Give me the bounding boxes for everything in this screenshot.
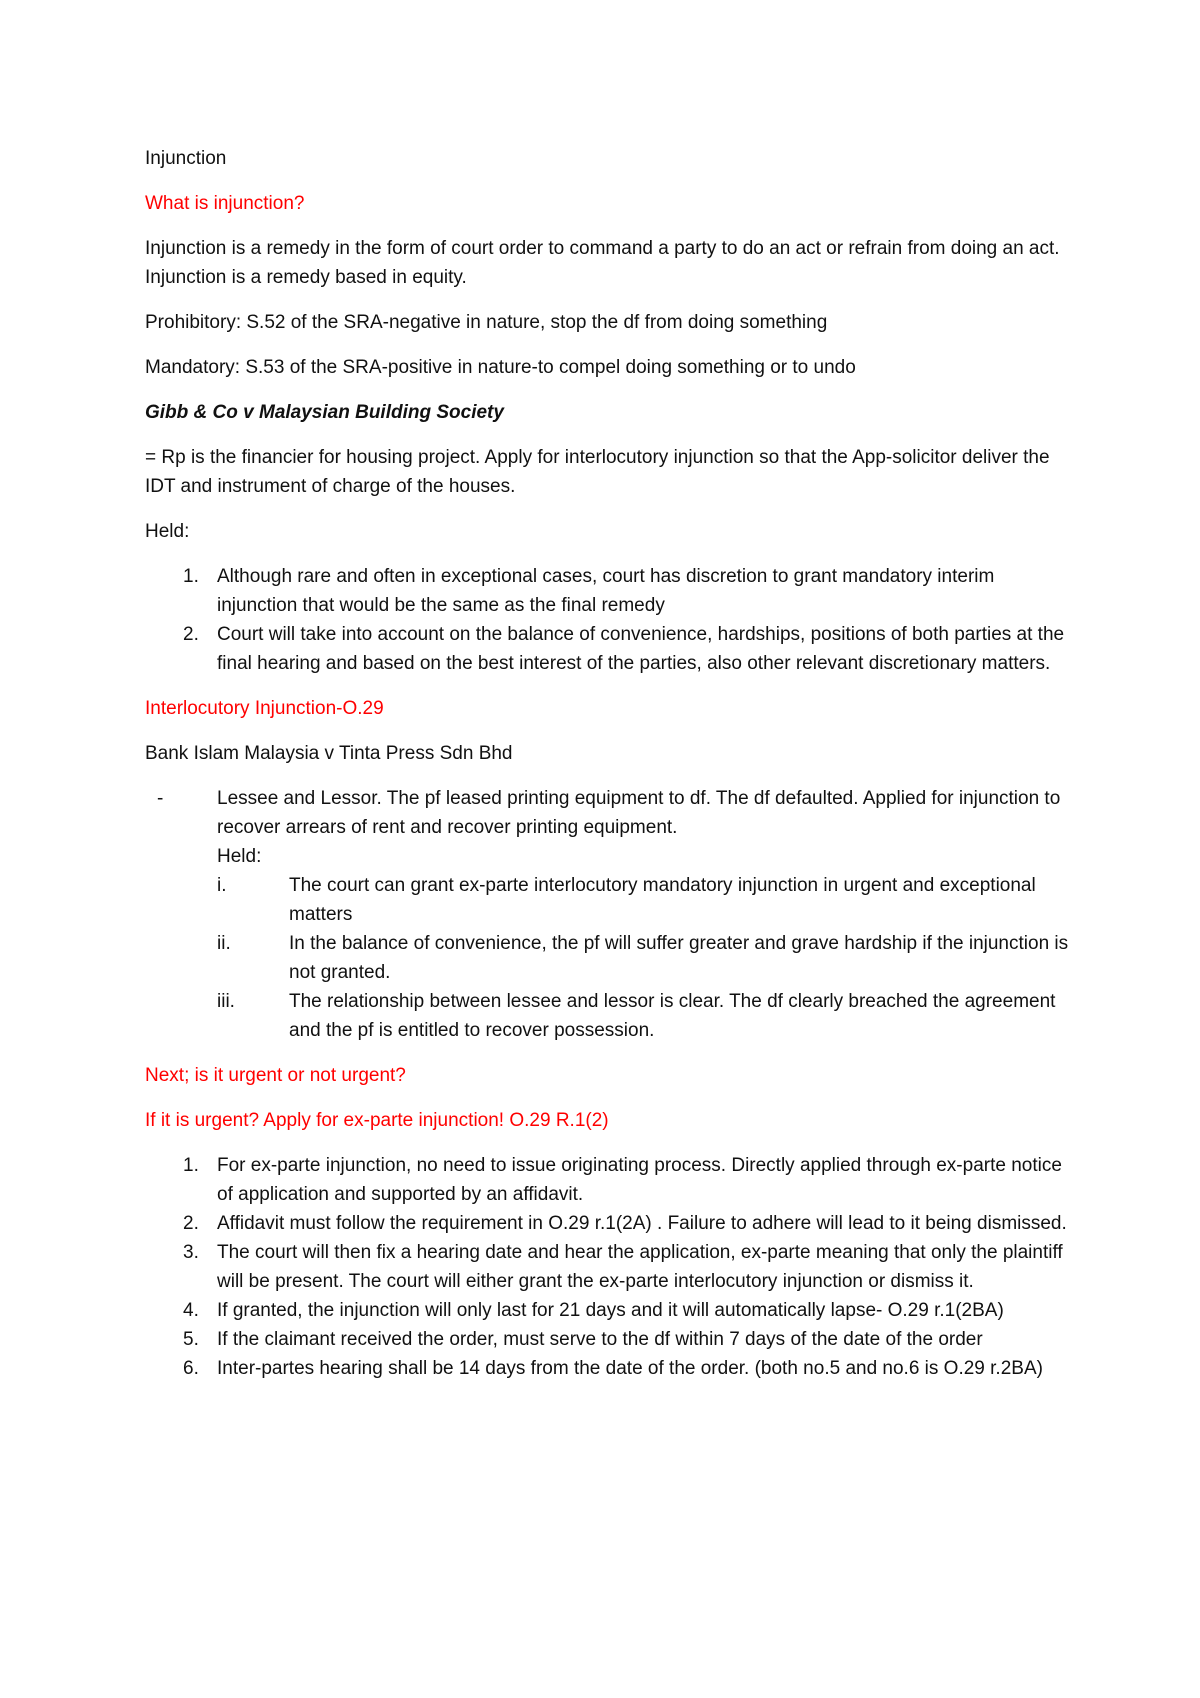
list-item-text: For ex-parte injunction, no need to issue originating process. Directly applied through ex-parte notice of application and supported by an affidavit. <box>217 1155 1062 1205</box>
list-marker: 4. <box>183 1300 199 1321</box>
case-name-gibb: Gibb & Co v Malaysian Building Society <box>145 402 504 423</box>
mandatory-paragraph: Mandatory: S.53 of the SRA-positive in nature-to compel doing something or to undo <box>145 357 856 378</box>
section-heading-next: Next; is it urgent or not urgent? <box>145 1065 406 1086</box>
definition-paragraph: Injunction is a remedy in the form of court order to command a party to do an act or refrain from doing an act. Injunction is a remedy based in equity. <box>145 238 1060 288</box>
section-heading-what-is-injunction: What is injunction? <box>145 193 305 214</box>
list-item <box>145 1151 1075 1209</box>
list-item-text: In the balance of convenience, the pf will suffer greater and grave hardship if the injunction is not granted. <box>289 933 1069 983</box>
list-item-text: If granted, the injunction will only last for 21 days and it will automatically lapse- O.29 r.1(2BA) <box>217 1300 1004 1321</box>
list-item <box>145 1354 1075 1383</box>
case-facts-bank-islam: Lessee and Lessor. The pf leased printing equipment to df. The df defaulted. Applied for injunction to recover arrears of rent and recover printing equipment. <box>217 788 1061 838</box>
list-marker: 6. <box>183 1358 199 1379</box>
list-item-text: Court will take into account on the balance of convenience, hardships, positions of both parties at the final hearing and based on the best interest of the parties, also other relevant discretionary matters. <box>217 624 1065 674</box>
list-item <box>145 1296 1075 1325</box>
list-marker: 1. <box>183 566 199 587</box>
case-facts-gibb: = Rp is the financier for housing project. Apply for interlocutory injunction so that the App-solicitor deliver the IDT and instrument of charge of the houses. <box>145 447 1050 497</box>
held-list-gibb <box>145 562 1075 678</box>
list-item-text: Affidavit must follow the requirement in O.29 r.1(2A) . Failure to adhere will lead to it being dismissed. <box>217 1213 1067 1234</box>
dash-marker: - <box>157 788 164 809</box>
list-marker: 5. <box>183 1329 199 1350</box>
list-item-text: Inter-partes hearing shall be 14 days from the date of the order. (both no.5 and no.6 is O.29 r.2BA) <box>217 1358 1043 1379</box>
list-item <box>217 871 1075 929</box>
list-marker: 2. <box>183 1213 199 1234</box>
list-item <box>145 1238 1075 1296</box>
list-marker: i. <box>217 875 227 896</box>
prohibitory-paragraph: Prohibitory: S.52 of the SRA-negative in nature, stop the df from doing something <box>145 312 828 333</box>
list-item <box>145 1325 1075 1354</box>
list-item <box>217 929 1075 987</box>
list-item <box>145 1209 1075 1238</box>
list-item-text: The relationship between lessee and lessor is clear. The df clearly breached the agreement and the pf is entitled to recover possession. <box>289 991 1056 1041</box>
list-marker: 2. <box>183 624 199 645</box>
document-page <box>145 144 1075 1399</box>
list-item-text: If the claimant received the order, must serve to the df within 7 days of the date of the order <box>217 1329 983 1350</box>
list-marker: iii. <box>217 991 235 1012</box>
list-marker: 1. <box>183 1155 199 1176</box>
held-label-gibb: Held: <box>145 521 190 542</box>
list-item-text: The court will then fix a hearing date and hear the application, ex-parte meaning that only the plaintiff will be present. The court will either grant the ex-parte interlocutory injunction or dismiss it. <box>217 1242 1063 1292</box>
list-item-text: Although rare and often in exceptional cases, court has discretion to grant mandatory interim injunction that would be the same as the final remedy <box>217 566 995 616</box>
section-heading-interlocutory: Interlocutory Injunction-O.29 <box>145 698 384 719</box>
held-list-bank-islam <box>217 871 1075 1045</box>
list-item-text: The court can grant ex-parte interlocutory mandatory injunction in urgent and exceptional matters <box>289 875 1036 925</box>
case-name-bank-islam: Bank Islam Malaysia v Tinta Press Sdn Bhd <box>145 743 513 764</box>
list-marker: ii. <box>217 933 231 954</box>
document-title: Injunction <box>145 148 227 169</box>
list-item <box>145 784 1075 1045</box>
list-item <box>145 620 1075 678</box>
case-facts-list-bank-islam <box>145 784 1075 1045</box>
held-label-bank-islam: Held: <box>217 846 262 867</box>
list-item <box>145 562 1075 620</box>
urgent-steps-list <box>145 1151 1075 1383</box>
list-item <box>217 987 1075 1045</box>
section-heading-urgent: If it is urgent? Apply for ex-parte injunction! O.29 R.1(2) <box>145 1110 609 1131</box>
list-marker: 3. <box>183 1242 199 1263</box>
